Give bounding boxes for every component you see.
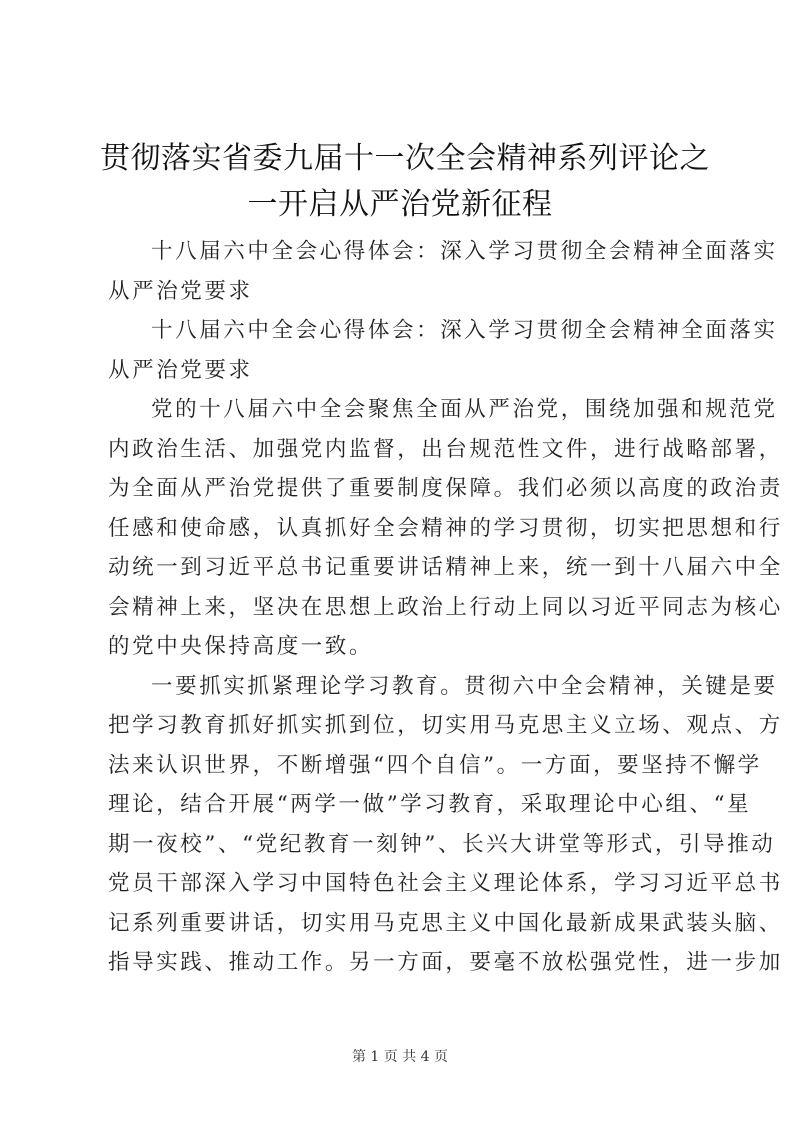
body-line: 内政治生活、加强党内监督，出台规范性文件，进行战略部署， [108, 436, 783, 462]
body-line: 期一夜校”、“党纪教育一刻钟”、长兴大讲堂等形式，引导推动 [108, 831, 776, 857]
title-line-1: 贯彻落实省委九届十一次全会精神系列评论之 [100, 141, 710, 176]
body-line: 会精神上来，坚决在思想上政治上行动上同以习近平同志为核心 [108, 594, 783, 620]
body-line: 为全面从严治党提供了重要制度保障。我们必须以高度的政治责 [108, 476, 783, 501]
body-line: 法来认识世界，不断增强“四个自信”。一方面，要坚持不懈学 [108, 752, 762, 778]
body-line: 任感和使命感，认真抓好全会精神的学习贯彻，切实把思想和行 [108, 515, 783, 541]
body-line: 指导实践、推动工作。另一方面，要毫不放松强党性，进一步加 [108, 950, 783, 975]
body-line: 的党中央保持高度一致。 [108, 634, 374, 659]
body-line: 理论，结合开展“两学一做”学习教育，采取理论中心组、“星 [108, 792, 752, 817]
body-line: 十八届六中全会心得体会：深入学习贯彻全会精神全面落实 [151, 318, 778, 343]
document-body [108, 232, 783, 983]
body-line: 动统一到习近平总书记重要讲话精神上来，统一到十八届六中全 [108, 555, 783, 580]
body-line: 党的十八届六中全会聚焦全面从严治党，围绕加强和规范党 [151, 397, 778, 422]
body-line: 一要抓实抓紧理论学习教育。贯彻六中全会精神，关键是要 [151, 673, 778, 699]
document-title [100, 136, 710, 228]
page-number-footer: 第 1 页 共 4 页 [351, 1049, 449, 1065]
body-line: 十八届六中全会心得体会：深入学习贯彻全会精神全面落实 [151, 239, 778, 264]
body-line: 党员干部深入学习中国特色社会主义理论体系，学习习近平总书 [108, 871, 783, 896]
body-line: 从严治党要求 [108, 278, 253, 304]
body-line: 把学习教育抓好抓实抓到位，切实用马克思主义立场、观点、方 [108, 713, 783, 738]
body-line: 记系列重要讲话，切实用马克思主义中国化最新成果武装头脑、 [108, 910, 783, 936]
body-line: 从严治党要求 [108, 357, 253, 383]
title-line-2: 一开启从严治党新征程 [247, 187, 553, 222]
